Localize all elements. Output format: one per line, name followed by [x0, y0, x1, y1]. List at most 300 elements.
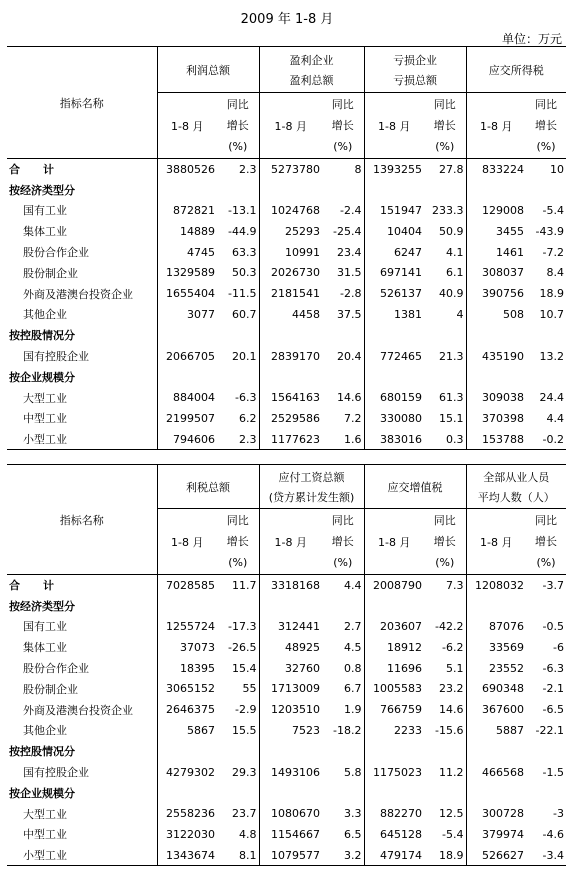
value-cell: 1024768: [259, 200, 322, 221]
growth-cell: [424, 179, 466, 200]
value-cell: 2839170: [259, 346, 322, 367]
group-header-1: [157, 465, 259, 509]
value-cell: 794606: [157, 429, 217, 450]
yoy-header: [424, 93, 466, 159]
growth-cell: 0.3: [424, 429, 466, 450]
value-cell: 526137: [364, 283, 424, 304]
yoy-line1: 同比: [433, 98, 456, 111]
group-header-line: (贷方累计发生额): [268, 490, 355, 504]
yoy-pct: (%): [435, 140, 455, 153]
table-row: [7, 845, 566, 866]
growth-cell: [424, 366, 466, 387]
value-cell: 697141: [364, 262, 424, 283]
yoy-header: [217, 509, 259, 575]
value-cell: 87076: [466, 616, 526, 637]
growth-cell: 60.7: [232, 307, 257, 321]
value-cell: 203607: [364, 616, 424, 637]
value-cell: 4458: [259, 304, 322, 325]
value-cell: [466, 325, 526, 346]
header-row-groups: [7, 47, 566, 93]
value-cell: 4279302: [157, 762, 217, 783]
value-cell: 1255724: [157, 616, 217, 637]
value-cell: [259, 782, 322, 803]
value-cell: 390756: [466, 283, 526, 304]
growth-cell: -3.4: [526, 845, 566, 866]
value-cell: [466, 595, 526, 616]
growth-cell: 6.2: [239, 411, 257, 425]
group-header-4: [466, 47, 566, 93]
value-cell: 2529586: [259, 408, 322, 429]
value-cell: [466, 741, 526, 762]
group-header-line: 亏损总额: [393, 73, 437, 87]
yoy-header: [526, 509, 566, 575]
growth-cell: -0.5: [542, 619, 564, 633]
value-cell: 1713009: [259, 678, 322, 699]
growth-cell: 4.8: [239, 827, 257, 841]
growth-cell: [322, 741, 364, 762]
growth-cell: 1.9: [344, 703, 362, 717]
growth-cell: -3.7: [542, 578, 564, 592]
growth-cell: [322, 325, 364, 346]
value-cell: 3455: [466, 221, 526, 242]
value-cell: 1177623: [259, 429, 322, 450]
growth-cell: [322, 366, 364, 387]
table-row: [7, 346, 566, 367]
growth-cell: 15.1: [439, 411, 464, 425]
growth-cell: -7.2: [542, 245, 564, 259]
value-cell: [259, 741, 322, 762]
table-row: [7, 221, 566, 242]
row-label: 按经济类型分: [9, 599, 75, 613]
growth-cell: -15.6: [435, 723, 464, 737]
growth-cell: -25.4: [333, 224, 362, 238]
row-header-cell: 指标名称: [7, 465, 157, 575]
value-cell: 1203510: [259, 699, 322, 720]
growth-cell: 23.4: [337, 245, 362, 259]
value-cell: 3880526: [157, 159, 217, 180]
value-cell: 1329589: [157, 262, 217, 283]
growth-cell: [217, 325, 259, 346]
growth-cell: 40.9: [439, 287, 464, 301]
value-cell: 383016: [364, 429, 424, 450]
period-header: 1-8 月: [259, 93, 322, 159]
section-row: [7, 741, 566, 762]
growth-cell: 233.3: [432, 203, 464, 217]
yoy-line2: 增长: [535, 535, 557, 548]
value-cell: [364, 325, 424, 346]
growth-cell: 4.4: [546, 411, 564, 425]
value-cell: [466, 179, 526, 200]
value-cell: [157, 179, 217, 200]
row-label: 国有工业: [23, 620, 67, 634]
value-cell: 3122030: [157, 824, 217, 845]
growth-cell: 0.8: [344, 661, 362, 675]
value-cell: [364, 366, 424, 387]
tax-wage-table: [7, 464, 566, 866]
growth-cell: [526, 179, 566, 200]
table-row: [7, 678, 566, 699]
value-cell: 18395: [157, 658, 217, 679]
unit-label: 单位：万元: [501, 32, 562, 46]
growth-cell: 20.4: [337, 349, 362, 363]
table-row: [7, 824, 566, 845]
yoy-header: [322, 509, 364, 575]
value-cell: 1493106: [259, 762, 322, 783]
growth-cell: [424, 325, 466, 346]
growth-cell: 10: [550, 162, 564, 176]
growth-cell: 8: [354, 162, 362, 176]
group-header-line: 应交增值税: [387, 480, 443, 494]
value-cell: 6247: [364, 242, 424, 263]
value-cell: 2026730: [259, 262, 322, 283]
value-cell: 10404: [364, 221, 424, 242]
period-header: 1-8 月: [157, 93, 217, 159]
growth-cell: 11.7: [232, 578, 257, 592]
growth-cell: 2.3: [217, 429, 259, 450]
growth-cell: -4.6: [542, 827, 564, 841]
value-cell: 18912: [364, 637, 424, 658]
growth-cell: 14.6: [337, 391, 362, 405]
growth-cell: 4.4: [344, 578, 362, 592]
row-label: 中型工业: [23, 412, 67, 426]
value-cell: 37073: [157, 637, 217, 658]
group-header-line: 亏损企业: [393, 53, 437, 67]
value-cell: 766759: [364, 699, 424, 720]
growth-cell: [424, 782, 466, 803]
yoy-pct: (%): [536, 556, 556, 569]
value-cell: [364, 179, 424, 200]
growth-cell: [526, 782, 566, 803]
value-cell: [364, 741, 424, 762]
value-cell: 1080670: [259, 803, 322, 824]
yoy-line2: 增长: [331, 119, 354, 132]
table-row: [7, 803, 566, 824]
yoy-header: [217, 93, 259, 159]
value-cell: 370398: [466, 408, 526, 429]
growth-cell: -44.9: [228, 224, 257, 238]
value-cell: 1343674: [157, 845, 217, 866]
table-row: [7, 429, 566, 450]
group-header-line: 全部从业人员: [483, 470, 550, 484]
value-cell: 1208032: [466, 575, 526, 596]
growth-cell: -26.5: [228, 640, 257, 654]
row-label: 小型工业: [7, 845, 157, 866]
value-cell: 25293: [259, 221, 322, 242]
table-row: [7, 262, 566, 283]
yoy-line1: 同比: [433, 514, 456, 527]
group-header-line: 应交所得税: [488, 63, 544, 77]
table-row: [7, 699, 566, 720]
yoy-header: [322, 93, 364, 159]
yoy-pct: (%): [228, 556, 248, 569]
value-cell: 129008: [466, 200, 526, 221]
growth-cell: -22.1: [535, 723, 564, 737]
growth-cell: 23.7: [232, 807, 257, 821]
growth-cell: 5.8: [344, 765, 362, 779]
row-label: 股份合作企业: [23, 662, 89, 676]
growth-cell: 13.2: [539, 349, 564, 363]
value-cell: 300728: [466, 803, 526, 824]
value-cell: 11696: [364, 658, 424, 679]
yoy-pct: (%): [333, 140, 353, 153]
growth-cell: [526, 325, 566, 346]
value-cell: [259, 179, 322, 200]
yoy-line2: 增长: [433, 119, 456, 132]
period-header: 1-8 月: [466, 509, 526, 575]
period-header: 1-8 月: [259, 509, 322, 575]
value-cell: 645128: [364, 824, 424, 845]
group-header-line: 盈利总额: [289, 73, 334, 87]
growth-cell: 3.3: [344, 807, 362, 821]
row-label: 外商及港澳台投资企业: [23, 287, 133, 301]
value-cell: [259, 325, 322, 346]
growth-cell: 7.2: [344, 411, 362, 425]
growth-cell: 31.5: [337, 266, 362, 280]
growth-cell: -5.4: [542, 203, 564, 217]
table-row: [7, 616, 566, 637]
period-header: 1-8 月: [364, 509, 424, 575]
row-label: 股份合作企业: [23, 246, 89, 260]
value-cell: 153788: [466, 429, 526, 450]
table-row: [7, 242, 566, 263]
growth-cell: 29.3: [232, 765, 257, 779]
value-cell: 2181541: [259, 283, 322, 304]
row-label: 按企业规模分: [9, 370, 75, 384]
value-cell: [364, 595, 424, 616]
growth-cell: 50.9: [439, 224, 464, 238]
row-label: 合 计: [9, 579, 54, 593]
growth-cell: -42.2: [435, 619, 464, 633]
header-row-groups: [7, 465, 566, 509]
growth-cell: 55: [242, 682, 257, 696]
value-cell: [259, 366, 322, 387]
growth-cell: 37.5: [337, 307, 362, 321]
value-cell: 5273780: [259, 159, 322, 180]
yoy-line2: 增长: [331, 535, 354, 548]
section-row: [7, 325, 566, 346]
value-cell: 32760: [259, 658, 322, 679]
group-header-2: [259, 465, 364, 509]
value-cell: 2199507: [157, 408, 217, 429]
yoy-line2: 增长: [226, 535, 249, 548]
value-cell: 466568: [466, 762, 526, 783]
growth-cell: [217, 782, 259, 803]
value-cell: 312441: [259, 616, 322, 637]
growth-cell: -13.1: [228, 203, 257, 217]
value-cell: 308037: [466, 262, 526, 283]
growth-cell: -3: [553, 807, 564, 821]
growth-cell: 21.3: [439, 349, 464, 363]
value-cell: 10991: [259, 242, 322, 263]
value-cell: 690348: [466, 678, 526, 699]
growth-cell: 5.1: [446, 661, 464, 675]
group-header-4: [466, 465, 566, 509]
row-label: 按控股情况分: [9, 745, 75, 759]
total-row: [7, 159, 566, 180]
row-label: 其他企业: [23, 724, 67, 738]
growth-cell: 4: [456, 307, 464, 321]
value-cell: [157, 782, 217, 803]
yoy-pct: (%): [228, 140, 248, 153]
value-cell: 680159: [364, 387, 424, 408]
group-header-2: [259, 47, 364, 93]
growth-cell: [526, 741, 566, 762]
growth-cell: -6.3: [542, 661, 564, 675]
table-row: [7, 637, 566, 658]
value-cell: [259, 595, 322, 616]
growth-cell: -0.2: [526, 429, 566, 450]
growth-cell: 6.7: [344, 682, 362, 696]
row-label: 外商及港澳台投资企业: [23, 703, 133, 717]
row-label: 集体工业: [23, 225, 67, 239]
growth-cell: -2.9: [235, 703, 257, 717]
row-label: 大型工业: [23, 807, 67, 821]
row-label: 合 计: [9, 163, 54, 177]
growth-cell: 24.4: [539, 391, 564, 405]
group-header-line: 平均人数（人）: [477, 490, 555, 504]
value-cell: 1564163: [259, 387, 322, 408]
yoy-line1: 同比: [226, 98, 249, 111]
group-header-3: [364, 47, 466, 93]
row-label: 其他企业: [23, 308, 67, 322]
row-label: 股份制企业: [23, 266, 78, 280]
growth-cell: 18.9: [424, 845, 466, 866]
value-cell: [364, 782, 424, 803]
value-cell: 1079577: [259, 845, 322, 866]
value-cell: 330080: [364, 408, 424, 429]
growth-cell: -6: [553, 640, 564, 654]
row-label: 集体工业: [23, 641, 67, 655]
row-label: 按控股情况分: [9, 329, 75, 343]
yoy-line1: 同比: [331, 514, 354, 527]
yoy-header: [424, 509, 466, 575]
value-cell: 772465: [364, 346, 424, 367]
yoy-line1: 同比: [535, 514, 557, 527]
value-cell: 151947: [364, 200, 424, 221]
value-cell: [157, 366, 217, 387]
growth-cell: [217, 595, 259, 616]
row-label: 国有控股企业: [23, 766, 89, 780]
value-cell: 2558236: [157, 803, 217, 824]
growth-cell: 3.2: [322, 845, 364, 866]
value-cell: 872821: [157, 200, 217, 221]
value-cell: [466, 366, 526, 387]
value-cell: 379974: [466, 824, 526, 845]
group-header-line: 应付工资总额: [278, 470, 345, 484]
value-cell: 882270: [364, 803, 424, 824]
value-cell: 1154667: [259, 824, 322, 845]
growth-cell: 23.2: [439, 682, 464, 696]
growth-cell: [217, 366, 259, 387]
group-header-line: 盈利企业: [289, 53, 334, 67]
row-label: 中型工业: [23, 828, 67, 842]
value-cell: 367600: [466, 699, 526, 720]
growth-cell: [322, 782, 364, 803]
section-row: [7, 782, 566, 803]
growth-cell: 12.5: [439, 807, 464, 821]
growth-cell: 14.6: [439, 703, 464, 717]
row-label: 国有控股企业: [23, 350, 89, 364]
section-row: [7, 595, 566, 616]
growth-cell: -2.1: [542, 682, 564, 696]
value-cell: 1175023: [364, 762, 424, 783]
growth-cell: [424, 595, 466, 616]
growth-cell: 4.1: [446, 245, 464, 259]
page-title: 2009 年 1-8 月: [240, 12, 334, 27]
row-label: 股份制企业: [23, 682, 78, 696]
value-cell: 1005583: [364, 678, 424, 699]
value-cell: [157, 741, 217, 762]
value-cell: 526627: [466, 845, 526, 866]
row-label: 按经济类型分: [9, 183, 75, 197]
growth-cell: [424, 741, 466, 762]
growth-cell: -2.4: [340, 203, 362, 217]
table-row: [7, 658, 566, 679]
value-cell: 23552: [466, 658, 526, 679]
value-cell: 1381: [364, 304, 424, 325]
yoy-line2: 增长: [535, 119, 557, 132]
value-cell: 14889: [157, 221, 217, 242]
growth-cell: [217, 179, 259, 200]
growth-cell: -11.5: [228, 287, 257, 301]
value-cell: [157, 595, 217, 616]
growth-cell: -6.2: [442, 640, 464, 654]
growth-cell: 61.3: [439, 391, 464, 405]
yoy-pct: (%): [435, 556, 455, 569]
growth-cell: -1.5: [542, 765, 564, 779]
value-cell: 2008790: [364, 575, 424, 596]
growth-cell: -17.3: [228, 619, 257, 633]
growth-cell: 10.7: [539, 307, 564, 321]
row-label: 大型工业: [23, 391, 67, 405]
value-cell: 884004: [157, 387, 217, 408]
value-cell: 1461: [466, 242, 526, 263]
group-header-3: [364, 465, 466, 509]
row-header-cell: 指标名称: [7, 47, 157, 159]
table-row: [7, 762, 566, 783]
value-cell: 479174: [364, 845, 424, 866]
value-cell: 4745: [157, 242, 217, 263]
value-cell: 7523: [259, 720, 322, 741]
group-header-1: [157, 47, 259, 93]
value-cell: 3318168: [259, 575, 322, 596]
value-cell: 3077: [157, 304, 217, 325]
growth-cell: -5.4: [442, 827, 464, 841]
value-cell: 3065152: [157, 678, 217, 699]
growth-cell: [526, 366, 566, 387]
value-cell: 309038: [466, 387, 526, 408]
value-cell: 435190: [466, 346, 526, 367]
yoy-line2: 增长: [226, 119, 249, 132]
value-cell: 5867: [157, 720, 217, 741]
group-header-line: 利税总额: [186, 480, 230, 494]
total-row: [7, 575, 566, 596]
table-row: [7, 408, 566, 429]
growth-cell: -43.9: [535, 224, 564, 238]
yoy-line1: 同比: [535, 98, 557, 111]
table-row: [7, 304, 566, 325]
period-header: 1-8 月: [364, 93, 424, 159]
value-cell: 5887: [466, 720, 526, 741]
growth-cell: 7.3: [446, 578, 464, 592]
section-row: [7, 179, 566, 200]
growth-cell: 6.5: [344, 827, 362, 841]
growth-cell: 15.4: [232, 661, 257, 675]
value-cell: 48925: [259, 637, 322, 658]
value-cell: 2066705: [157, 346, 217, 367]
yoy-line1: 同比: [331, 98, 354, 111]
table-row: [7, 720, 566, 741]
